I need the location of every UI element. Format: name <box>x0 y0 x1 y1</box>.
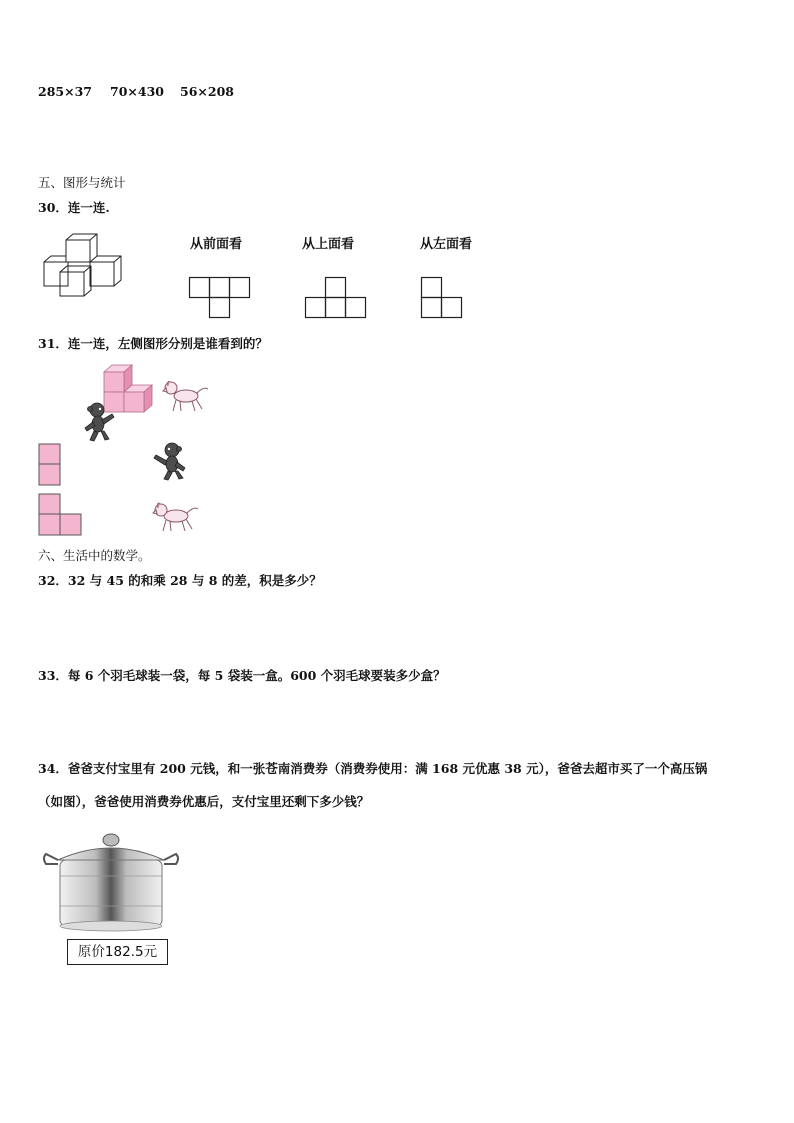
pressure-cooker-image <box>40 828 182 936</box>
q30-cube-figure <box>40 230 130 300</box>
top-view-shape <box>305 277 367 319</box>
question-34-line-2: （如图），爸爸使用消费券优惠后，支付宝里还剩下多少钱？ <box>38 794 370 809</box>
calc-item-2: 70×430 <box>110 84 164 99</box>
question-34-line-1: 34．爸爸支付宝里有 200 元钱，和一张苍南消费券（消费券使用：满 168 元优惠 38 元），爸爸去超市买了一个高压锅 <box>38 761 708 776</box>
dog-icon <box>150 498 200 534</box>
question-31-text: 31．连一连，左侧图形分别是谁看到的？ <box>38 336 268 351</box>
section-5-title: 五、图形与统计 <box>38 175 126 190</box>
front-view-shape <box>189 277 251 319</box>
question-32-text: 32．32 与 45 的和乘 28 与 8 的差，积是多少？ <box>38 573 322 588</box>
pink-shape-l <box>38 493 84 537</box>
section-6-title: 六、生活中的数学。 <box>38 548 151 563</box>
left-view-shape <box>421 277 463 319</box>
pink-shape-column <box>38 443 62 487</box>
dog-icon <box>162 378 210 414</box>
monkey-icon <box>152 441 192 481</box>
price-label: 原价182.5元 <box>67 939 168 965</box>
view-label-left: 从左面看 <box>420 237 473 252</box>
monkey-icon <box>80 400 120 442</box>
question-30-text: 30．连一连. <box>38 200 110 215</box>
calc-item-3: 56×208 <box>180 84 234 99</box>
view-label-front: 从前面看 <box>190 237 243 252</box>
view-label-top: 从上面看 <box>302 237 355 252</box>
question-33-text: 33．每 6 个羽毛球装一袋，每 5 袋装一盒。600 个羽毛球要装多少盒？ <box>38 668 446 683</box>
calc-item-1: 285×37 <box>38 84 92 99</box>
